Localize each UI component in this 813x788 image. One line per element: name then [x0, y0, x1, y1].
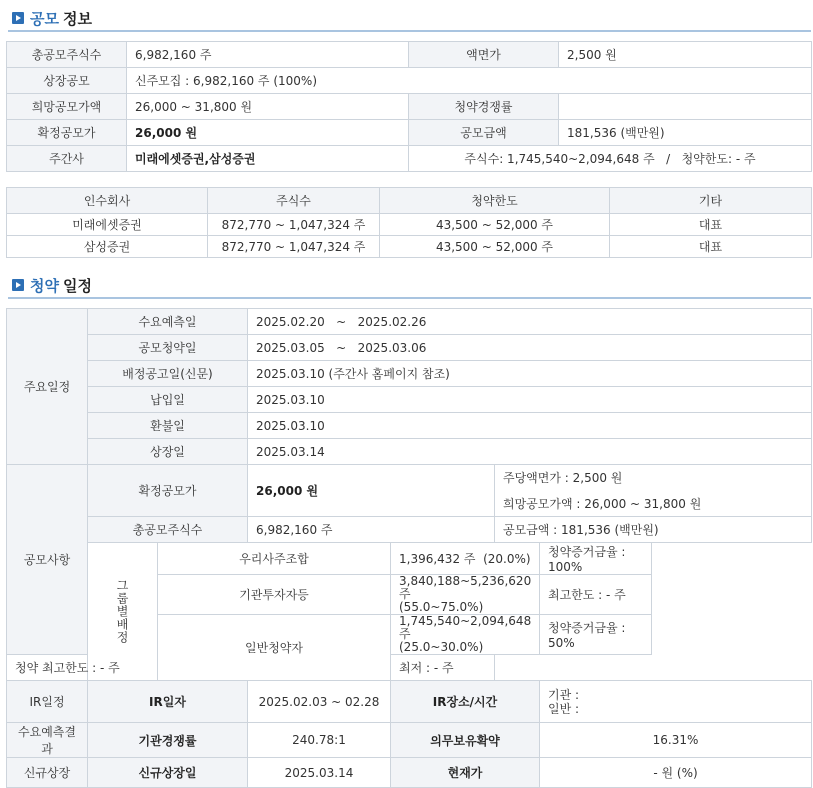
listing-label: 상장공모	[7, 68, 127, 94]
underwriters-table	[6, 187, 812, 258]
group-note: 청약증거금율 : 50%	[540, 615, 652, 655]
schedule-label: 환불일	[88, 413, 248, 439]
lockup-label: 의무보유확약	[391, 723, 540, 758]
current-price-value: - 원 (%)	[540, 758, 812, 788]
listing-value: 신주모집 : 6,982,160 주 (100%)	[127, 68, 812, 94]
new-listing-date-value: 2025.03.14	[248, 758, 391, 788]
header-shares: 주식수	[208, 188, 380, 214]
total-shares-value: 6,982,160 주	[127, 42, 409, 68]
group-note: 청약증거금율 : 100%	[540, 543, 652, 575]
section-bullet-icon	[12, 279, 24, 291]
underwriter-etc: 대표	[610, 214, 812, 236]
group-shares-pct: (55.0~75.0%)	[399, 600, 484, 614]
group-min: 최저 : - 주	[391, 655, 495, 681]
offering-info-table	[6, 41, 812, 172]
schedule-value: 2025.03.14	[248, 439, 812, 465]
underwriter-limit: 43,500 ~ 52,000 주	[380, 214, 610, 236]
header-limit: 청약한도	[380, 188, 610, 214]
lead-manager-value: 미래에셋증권,삼성증권	[127, 146, 409, 172]
schedule-label: 수요예측일	[88, 309, 248, 335]
schedule-value: 2025.03.10	[248, 387, 812, 413]
schedule-value: 2025.03.05 ~ 2025.03.06	[248, 335, 812, 361]
underwriter-shares: 872,770 ~ 1,047,324 주	[208, 236, 380, 258]
fixed-price-label: 확정공모가	[7, 120, 127, 146]
group-note: 최고한도 : - 주	[540, 575, 652, 615]
section-title-offering-info	[8, 8, 811, 32]
group-shares: 1,396,432 주 (20.0%)	[391, 543, 540, 575]
schedule-table	[6, 308, 812, 788]
ir-institution: 기관 :	[548, 687, 580, 702]
offer-par-line: 주당액면가 : 2,500 원	[495, 465, 812, 491]
ir-schedule-label: IR일정	[7, 681, 88, 723]
offer-amount-line: 공모금액 : 181,536 (백만원)	[495, 517, 812, 543]
underwriter-name: 미래에셋증권	[7, 214, 208, 236]
schedule-value: 2025.03.10 (주간사 홈페이지 참조)	[248, 361, 812, 387]
table-row	[7, 236, 812, 258]
header-underwriter: 인수회사	[7, 188, 208, 214]
section-title-accent: 청약	[30, 277, 59, 295]
ir-retail: 일반 :	[548, 701, 580, 716]
ir-date-value: 2025.02.03 ~ 02.28	[248, 681, 391, 723]
group-name: 기관투자자등	[158, 575, 391, 615]
demand-competition-value: 240.78:1	[248, 723, 391, 758]
section-title-subscription-schedule	[8, 275, 811, 299]
group-name: 우리사주조합	[158, 543, 391, 575]
amount-value: 181,536 (백만원)	[559, 120, 812, 146]
section-title-text: 정보	[62, 10, 92, 28]
schedule-value: 2025.02.20 ~ 2025.02.26	[248, 309, 812, 335]
ir-place-label: IR장소/시간	[391, 681, 540, 723]
underwriter-limit: 43,500 ~ 52,000 주	[380, 236, 610, 258]
table-row	[7, 214, 812, 236]
par-value: 2,500 원	[559, 42, 812, 68]
demand-competition-label: 기관경쟁률	[88, 723, 248, 758]
schedule-value: 2025.03.10	[248, 413, 812, 439]
schedule-label: 공모청약일	[88, 335, 248, 361]
par-label: 액면가	[409, 42, 559, 68]
hope-price-value: 26,000 ~ 31,800 원	[127, 94, 409, 120]
offering-details-label: 공모사항	[7, 465, 88, 655]
group-shares: 3,840,188~5,236,620 주	[399, 574, 532, 601]
current-price-label: 현재가	[391, 758, 540, 788]
group-name: 일반청약자	[158, 615, 391, 681]
fixed-price-value: 26,000 원	[127, 120, 409, 146]
competition-label: 청약경쟁률	[409, 94, 559, 120]
underwriter-etc: 대표	[610, 236, 812, 258]
offer-fixed-price-value: 26,000 원	[248, 465, 495, 517]
underwriter-shares: 872,770 ~ 1,047,324 주	[208, 214, 380, 236]
group-limit: 청약 최고한도 : - 주	[7, 655, 158, 681]
section-title-text: 일정	[62, 277, 92, 295]
new-listing-date-label: 신규상장일	[88, 758, 248, 788]
lead-manager-label: 주간사	[7, 146, 127, 172]
schedule-label: 납입일	[88, 387, 248, 413]
schedule-label: 배정공고일(신문)	[88, 361, 248, 387]
hope-price-label: 희망공모가액	[7, 94, 127, 120]
new-listing-label: 신규상장	[7, 758, 88, 788]
lead-manager-detail: 주식수: 1,745,540~2,094,648 주 / 청약한도: - 주	[409, 146, 812, 172]
offer-total-shares-label: 총공모주식수	[88, 517, 248, 543]
section-bullet-icon	[12, 12, 24, 24]
header-etc: 기타	[610, 188, 812, 214]
ir-date-label: IR일자	[88, 681, 248, 723]
main-schedule-label: 주요일정	[7, 309, 88, 465]
group-shares: 1,745,540~2,094,648 주	[399, 614, 532, 641]
offer-hope-line: 희망공모가액 : 26,000 ~ 31,800 원	[495, 491, 812, 517]
underwriter-name: 삼성증권	[7, 236, 208, 258]
lockup-value: 16.31%	[540, 723, 812, 758]
competition-value	[559, 94, 812, 120]
schedule-label: 상장일	[88, 439, 248, 465]
section-title-accent: 공모	[30, 10, 59, 28]
group-shares-pct: (25.0~30.0%)	[399, 640, 484, 654]
demand-result-label: 수요예측결과	[7, 723, 88, 758]
total-shares-label: 총공모주식수	[7, 42, 127, 68]
underwriters-header-row	[7, 188, 812, 214]
offer-fixed-price-label: 확정공모가	[88, 465, 248, 517]
amount-label: 공모금액	[409, 120, 559, 146]
offer-total-shares-value: 6,982,160 주	[248, 517, 495, 543]
group-allocation-label: 그룹별배정	[88, 543, 158, 681]
